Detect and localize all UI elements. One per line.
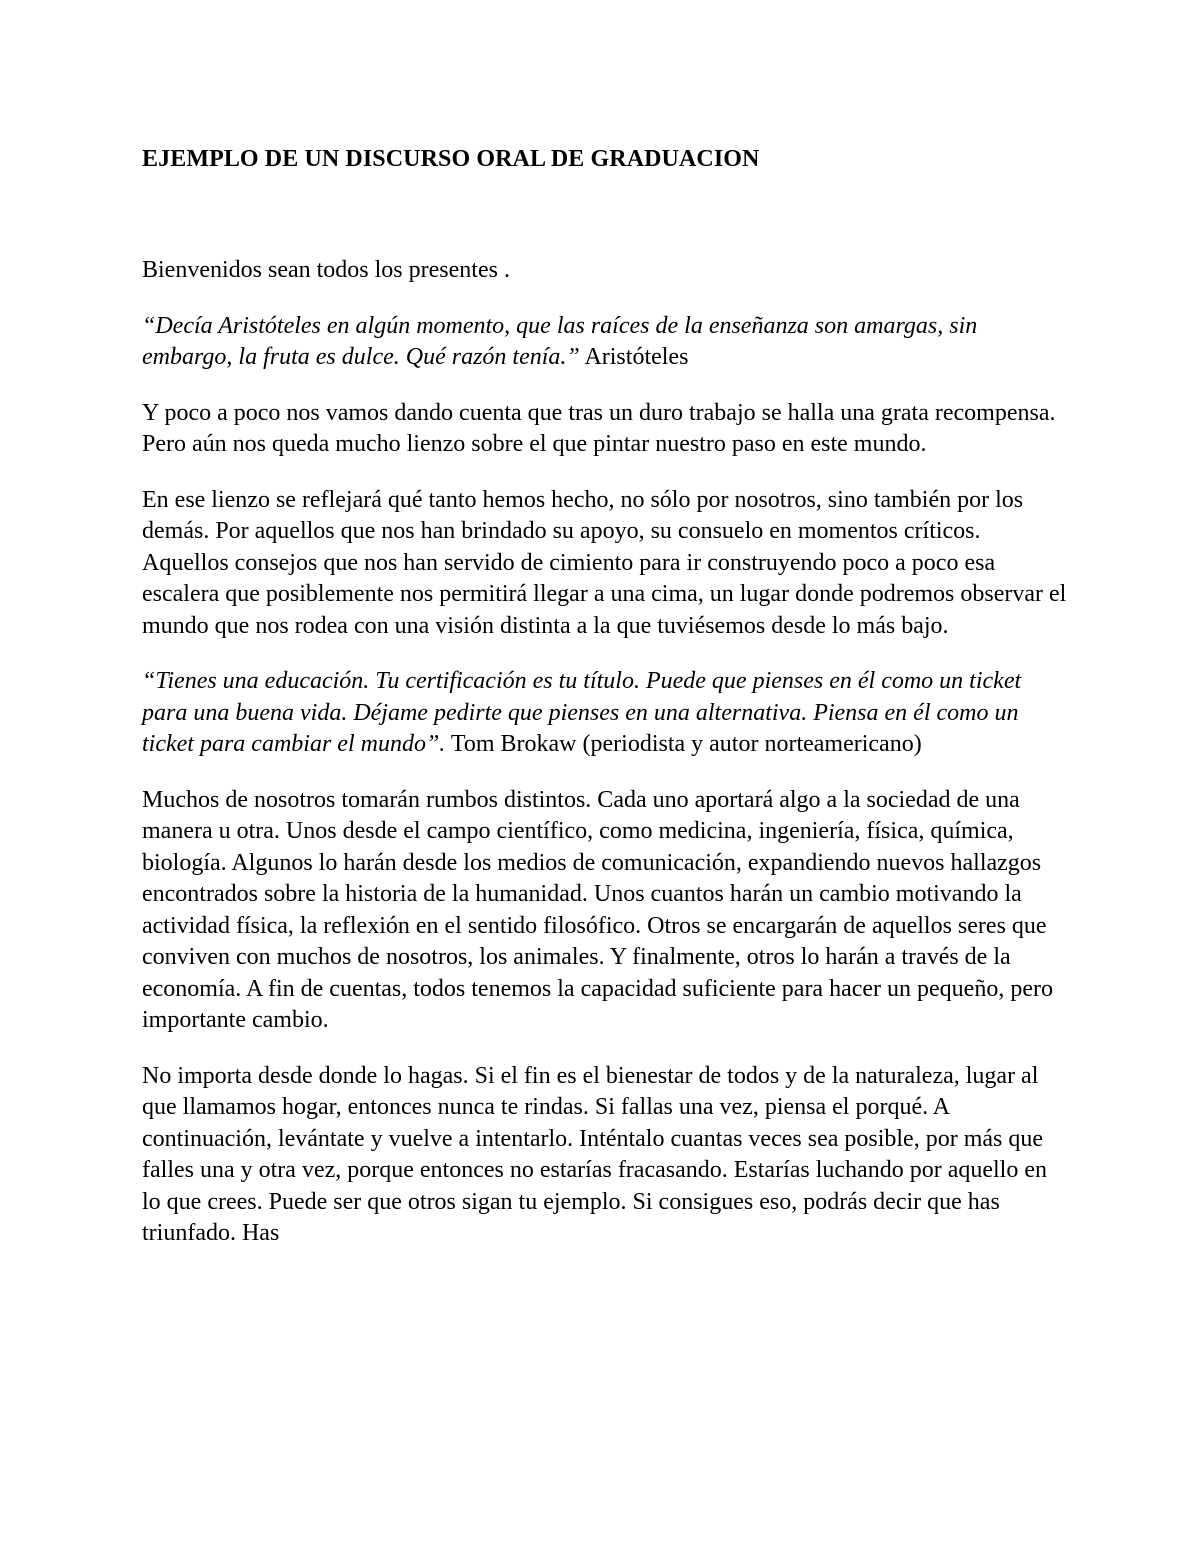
body-paragraph-1: Y poco a poco nos vamos dando cuenta que tras un duro trabajo se halla una grata recompensa. Pero aún nos queda mucho lienzo sobre el que pintar nuestro paso en este mundo.	[142, 399, 1056, 457]
body-paragraph-4: No importa desde donde lo hagas. Si el fin es el bienestar de todos y de la naturaleza, lugar al que llamamos hogar, entonces nunca te rindas. Si fallas una vez, piensa el porqué. A continuación, levántate y vuelve a intentarlo. Inténtalo cuantas veces sea posible, por más que falles una y otra vez, porque entonces no estarías fracasando. Estarías luchando por aquello en lo que crees. Puede ser que otros sigan tu ejemplo. Si consigues eso, podrás decir que has triunfado. Has	[142, 1062, 1047, 1246]
document-content	[142, 143, 1067, 1250]
quote-author-1: Aristóteles	[584, 344, 689, 370]
quote-author-2: Tom Brokaw (periodista y autor norteamericano)	[450, 731, 922, 757]
quote-paragraph-1	[142, 311, 1067, 374]
document-title: EJEMPLO DE UN DISCURSO ORAL DE GRADUACION	[142, 146, 760, 172]
quote-text-2: “Tienes una educación. Tu certificación es tu título. Puede que pienses en él como un ticket para una buena vida. Déjame pedirte que pienses en una alternativa. Piensa en él como un ticket para cambiar el mundo”.	[142, 668, 1022, 757]
body-paragraph-3: Muchos de nosotros tomarán rumbos distintos. Cada uno aportará algo a la sociedad de una manera u otra. Unos desde el campo científico, como medicina, ingeniería, física, química, biología. Algunos lo harán desde los medios de comunicación, expandiendo nuevos hallazgos encontrados sobre la historia de la humanidad. Unos cuantos harán un cambio motivando la actividad física, la reflexión en el sentido filosófico. Otros se encargarán de aquellos seres que conviven con muchos de nosotros, los animales. Y finalmente, otros lo harán a través de la economía. A fin de cuentas, todos tenemos la capacidad suficiente para hacer un pequeño, pero importante cambio.	[142, 786, 1053, 1033]
quote-text-1: “Decía Aristóteles en algún momento, que las raíces de la enseñanza son amargas, sin embargo, la fruta es dulce. Qué razón tenía.”	[142, 312, 978, 370]
quote-paragraph-2	[142, 666, 1067, 761]
body-paragraph-2: En ese lienzo se reflejará qué tanto hemos hecho, no sólo por nosotros, sino también por los demás. Por aquellos que nos han brindado su apoyo, su consuelo en momentos críticos. Aquellos consejos que nos han servido de cimiento para ir construyendo poco a poco esa escalera que posiblemente nos permitirá llegar a una cima, un lugar donde podremos observar el mundo que nos rodea con una visión distinta a la que tuviésemos desde lo más bajo.	[142, 486, 1067, 639]
greeting-paragraph: Bienvenidos sean todos los presentes .	[142, 257, 510, 283]
